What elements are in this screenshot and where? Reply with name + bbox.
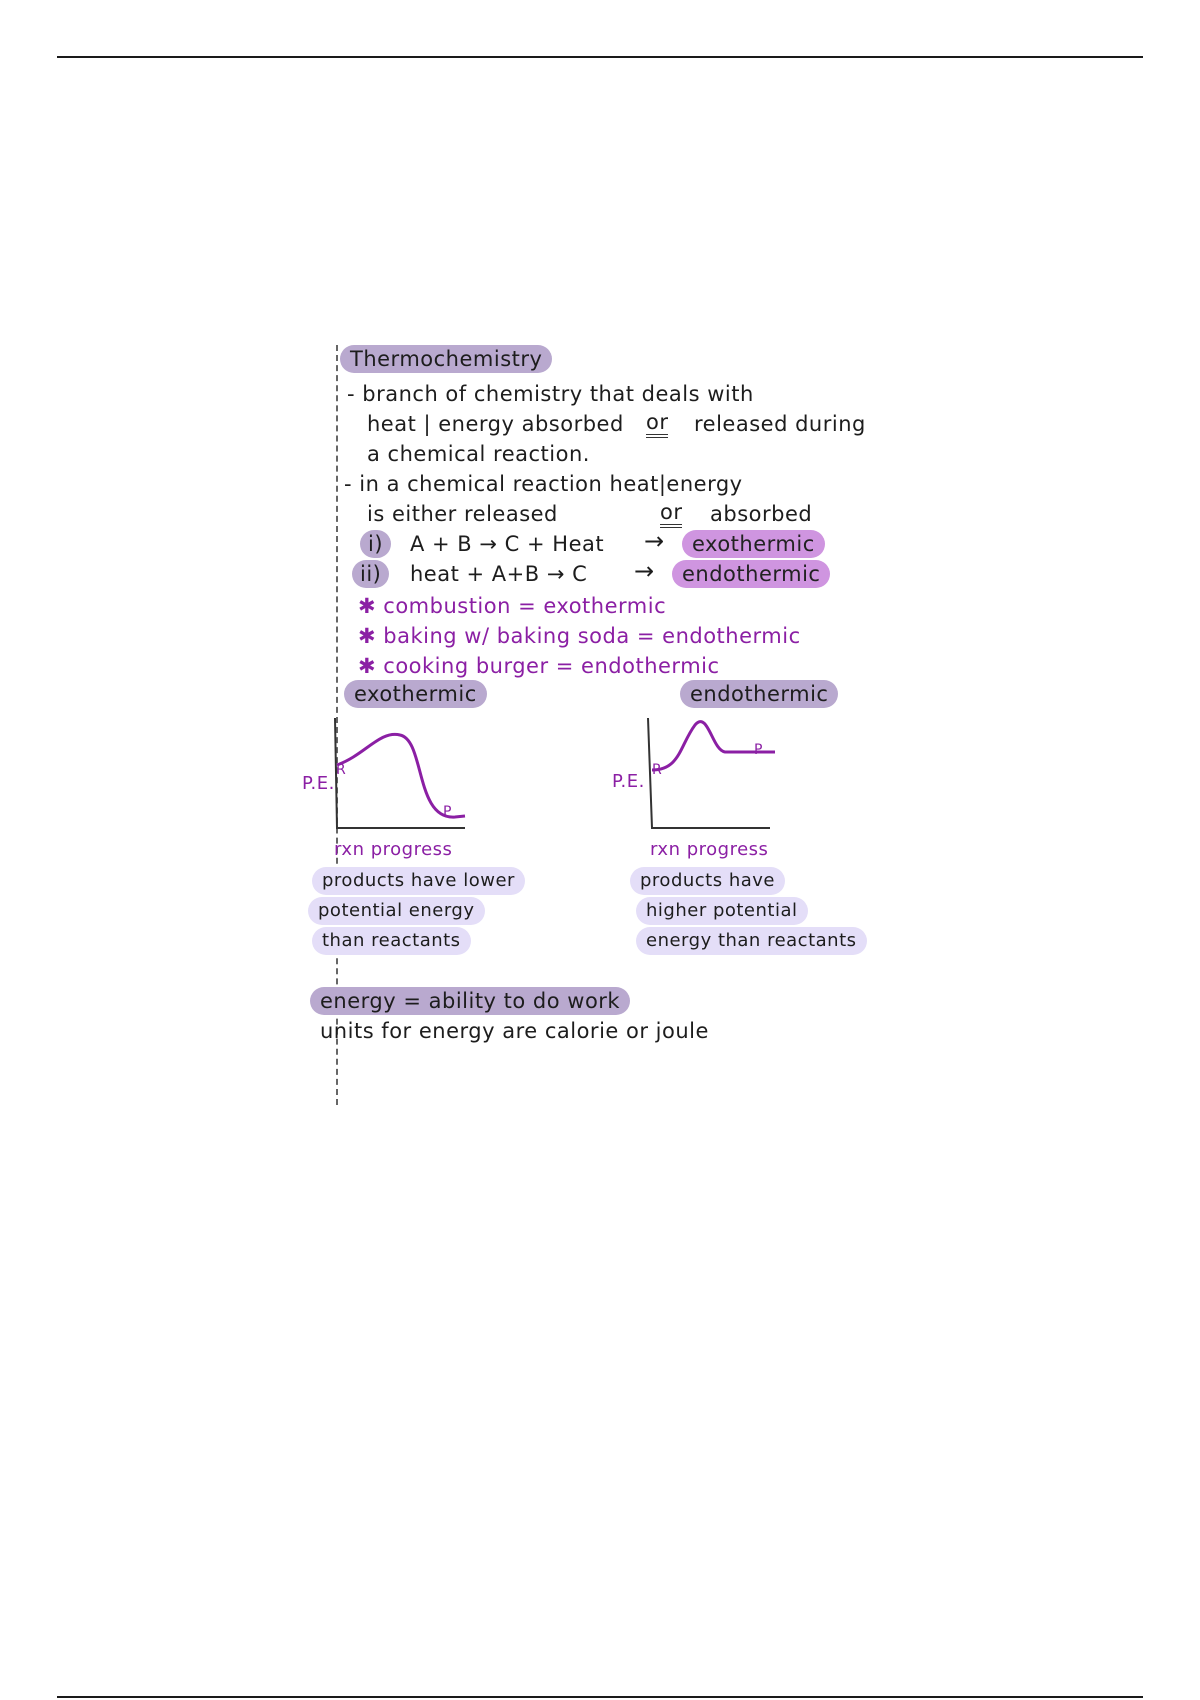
line-is-either: is either released [367,502,558,526]
reaction-2-type: endothermic [672,560,830,588]
line-branch: - branch of chemistry that deals with [347,382,754,406]
graph-exothermic-label: exothermic [344,680,487,708]
exothermic-note-line-2: potential energy [308,897,485,925]
exothermic-note-line-3: than reactants [312,927,471,955]
graph-endothermic-label: endothermic [680,680,838,708]
reaction-1-equation: A + B → C + Heat [410,532,605,556]
energy-definition: energy = ability to do work [310,987,630,1015]
reaction-1-number: i) [360,530,391,558]
note-title: Thermochemistry [340,345,552,373]
reaction-1-type: exothermic [682,530,825,558]
endothermic-note-line-3: energy than reactants [636,927,867,955]
line-absorbed: absorbed [710,502,813,526]
top-rule [57,56,1143,58]
reaction-1-arrow: → [644,527,665,555]
endothermic-axes [648,718,770,828]
line-or-1: or [646,410,668,438]
endothermic-reactant-mark: R [652,762,663,778]
line-or-2: or [660,500,682,528]
exothermic-xlabel: rxn progress [334,839,453,860]
bottom-rule [57,1696,1143,1698]
reaction-2-number: ii) [352,560,389,588]
exothermic-product-mark: P [443,804,452,820]
exothermic-ylabel: P.E. [302,773,335,794]
example-baking: ✱ baking w/ baking soda = endothermic [358,624,801,648]
exothermic-reactant-mark: R [336,762,347,778]
endothermic-product-mark: P [754,742,763,758]
exothermic-note-line-1: products have lower [312,867,525,895]
line-heat-absorbed: heat | energy absorbed [367,412,624,436]
example-cooking: ✱ cooking burger = endothermic [358,654,720,678]
endothermic-xlabel: rxn progress [650,839,769,860]
line-a-chemical-reaction: a chemical reaction. [367,442,590,466]
endothermic-note-line-1: products have [630,867,785,895]
handwritten-note [250,250,980,1210]
line-released-during: released during [694,412,866,436]
endothermic-ylabel: P.E. [612,771,645,792]
example-combustion: ✱ combustion = exothermic [358,594,667,618]
reaction-2-arrow: → [634,557,655,585]
reaction-2-equation: heat + A+B → C [410,562,588,586]
energy-units-line: units for energy are calorie or joule [320,1019,709,1043]
endothermic-note-line-2: higher potential [636,897,808,925]
line-in-a-chemical: - in a chemical reaction heat|energy [344,472,743,496]
